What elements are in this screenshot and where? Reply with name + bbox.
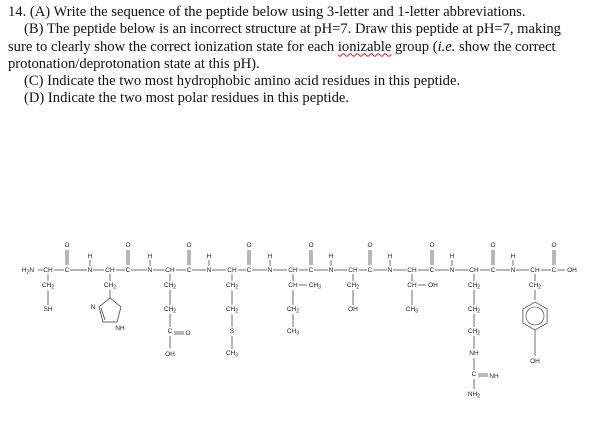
carbonyl-oxygen-label-6: O <box>367 242 373 249</box>
phenol-oh-label: OH <box>530 358 540 365</box>
n-terminus-label: $H_2N$ <box>21 267 35 276</box>
part-c: (C) Indicate the two most hydrophobic amino acid residues in this peptide. <box>24 73 461 90</box>
part-b-line-2-mid: group ( <box>391 38 438 55</box>
imidazole-ring <box>99 298 121 322</box>
carbonyl-oxygen-label-9: O <box>551 242 557 249</box>
side-chain-atom-label: $CH_2$ <box>163 282 177 291</box>
amide-n-label-6: N <box>387 267 393 274</box>
side-chain-atom-label: $CH_2$ <box>286 306 300 315</box>
carbonyl-carbon-label-5: C <box>308 267 314 274</box>
side-chain-atom-label: $CH_2$ <box>225 282 239 291</box>
alpha-carbon-label-2: CH <box>105 267 115 274</box>
side-chain-atom-label: $CH_2$ <box>346 282 360 291</box>
side-chain-atom-label: $CH_3$ <box>225 350 239 359</box>
ie-abbrev: i.e. <box>437 38 456 55</box>
phenol-ring <box>523 302 547 330</box>
side-chain-atom-label: SH <box>43 306 53 313</box>
part-b-line-1: (B) The peptide below is an incorrect structure at pH=7. Draw this peptide at pH=7, making <box>24 21 561 38</box>
guanidino-nh-label: NH <box>489 373 499 380</box>
carbonyl-oxygen-label-4: O <box>246 242 252 249</box>
amide-h-label-8: H <box>510 253 516 260</box>
carboxyl-o-label: O <box>185 330 191 337</box>
amide-n-label-5: N <box>328 267 334 274</box>
amide-n-label-4: N <box>267 267 273 274</box>
carbonyl-carbon-label-9: C <box>551 267 557 274</box>
side-chain-atom-label: $CH_3$ <box>286 328 300 337</box>
side-chain-atom-label: $CH_3$ <box>405 306 419 315</box>
alpha-carbon-label-9: CH <box>530 267 540 274</box>
alpha-carbon-label-7: CH <box>407 267 417 274</box>
imidazole-n-label: N <box>90 304 96 311</box>
side-chain-atom-label: OH <box>428 282 438 289</box>
carbonyl-oxygen-label-5: O <box>308 242 314 249</box>
side-chain-atom-label: $CH_2$ <box>163 306 177 315</box>
amide-h-label-5: H <box>328 253 334 260</box>
carbonyl-carbon-label-7: C <box>429 267 435 274</box>
part-b-line-2-start: sure to clearly show the correct ionization state for each <box>8 38 338 55</box>
c-terminus-label: OH <box>567 267 577 274</box>
side-chain-atom-label: CH <box>407 282 417 289</box>
guanidino-nh2-label: $NH_2$ <box>467 391 481 400</box>
side-chain-atom-label: $CH_2$ <box>467 282 481 291</box>
part-b-line-2 <box>8 39 600 56</box>
alpha-carbon-label-8: CH <box>469 267 479 274</box>
side-chain-atom-label: $CH_2$ <box>467 328 481 337</box>
side-chain-atom-label: CH <box>288 282 298 289</box>
part-b-line-3: protonation/deprotonation state at this pH). <box>8 55 260 72</box>
alpha-carbon-label-3: CH <box>165 267 175 274</box>
spellcheck-word: ionizable <box>337 38 392 55</box>
carbonyl-carbon-label-8: C <box>490 267 496 274</box>
carboxyl-oh-label: OH <box>165 351 175 358</box>
side-chain-atom-label: $CH_3$ <box>308 282 322 291</box>
amide-n-label-7: N <box>449 267 455 274</box>
imidazole-nh-label: NH <box>115 325 125 332</box>
amide-h-label-7: H <box>449 253 455 260</box>
ring-double-bond <box>101 308 105 320</box>
side-chain-atom-label: C <box>471 371 477 378</box>
carbonyl-oxygen-label-3: O <box>186 242 192 249</box>
peptide-structure-diagram <box>0 232 606 432</box>
side-chain-atom-label: OH <box>348 306 358 313</box>
carbonyl-carbon-label-3: C <box>186 267 192 274</box>
carbonyl-oxygen-label-8: O <box>490 242 496 249</box>
carbonyl-oxygen-label-7: O <box>429 242 435 249</box>
amide-n-label-1: N <box>87 267 93 274</box>
side-chain-atom-label: $CH_2$ <box>103 282 117 291</box>
alpha-carbon-label-1: CH <box>43 267 53 274</box>
carbonyl-carbon-label-1: C <box>64 267 70 274</box>
side-chain-atom-label: $CH_2$ <box>41 282 55 291</box>
amide-n-label-2: N <box>147 267 153 274</box>
carbonyl-oxygen-label-2: O <box>125 242 131 249</box>
amide-n-label-8: N <box>510 267 516 274</box>
carbonyl-carbon-label-4: C <box>246 267 252 274</box>
question-number: 14. <box>8 4 27 20</box>
side-chain-atom-label: NH <box>469 350 479 357</box>
carbonyl-carbon-label-2: C <box>125 267 131 274</box>
amide-n-label-3: N <box>206 267 212 274</box>
side-chain-atom-label: C <box>167 328 173 335</box>
carbonyl-carbon-label-6: C <box>367 267 373 274</box>
aromatic-circle <box>526 307 544 325</box>
alpha-carbon-label-6: CH <box>348 267 358 274</box>
amide-h-label-4: H <box>267 253 273 260</box>
amide-h-label-2: H <box>147 253 153 260</box>
part-a <box>8 4 600 21</box>
carbonyl-oxygen-label-1: O <box>64 242 70 249</box>
part-a-text: (A) Write the sequence of the peptide below using 3-letter and 1-letter abbreviations. <box>29 4 526 20</box>
alpha-carbon-label-4: CH <box>227 267 237 274</box>
side-chain-atom-label: S <box>229 328 235 335</box>
question-text <box>8 4 600 108</box>
alpha-carbon-label-5: CH <box>288 267 298 274</box>
side-chain-atom-label: $CH_2$ <box>467 306 481 315</box>
side-chain-atom-label: $CH_2$ <box>225 306 239 315</box>
part-b-line-2-end: show the correct <box>455 38 556 55</box>
side-chain-atom-label: $CH_2$ <box>528 282 542 291</box>
amide-h-label-1: H <box>87 253 93 260</box>
amide-h-label-3: H <box>206 253 212 260</box>
part-d: (D) Indicate the two most polar residues in this peptide. <box>24 90 350 107</box>
amide-h-label-6: H <box>387 253 393 260</box>
